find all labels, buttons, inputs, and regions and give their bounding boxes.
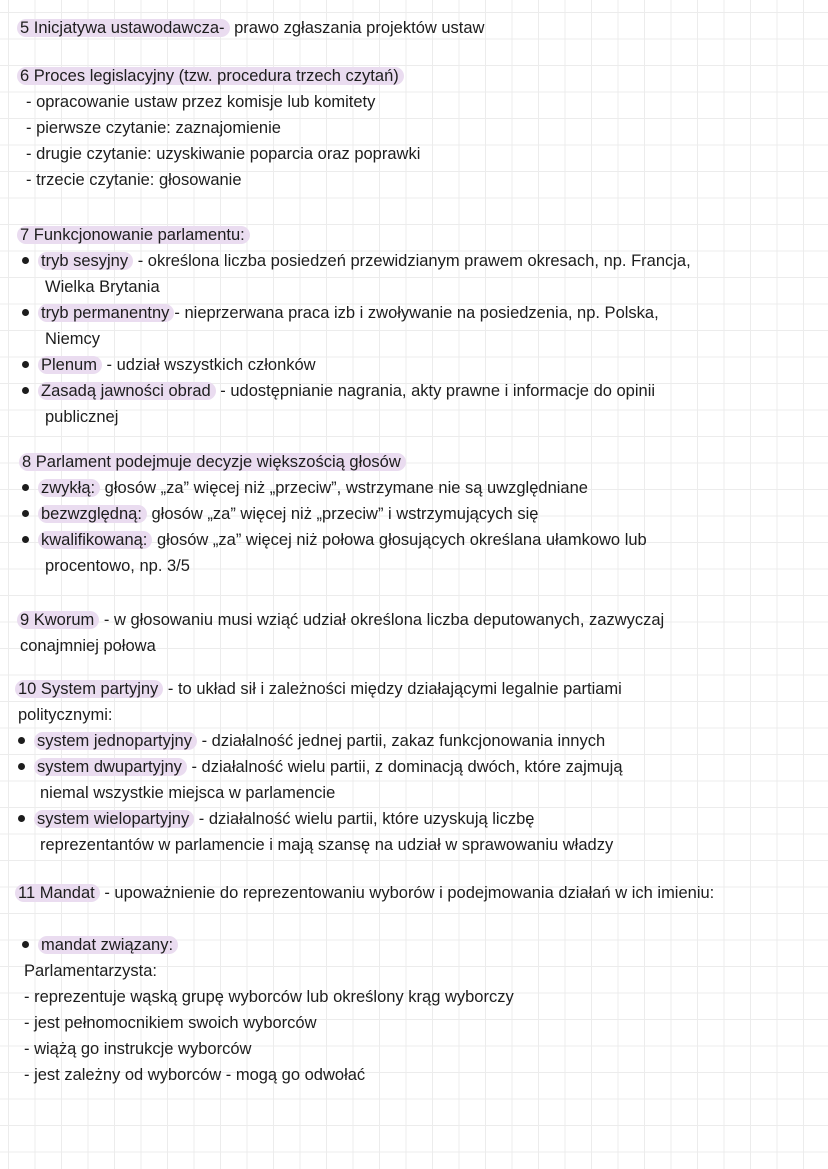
bullet-icon [22,387,29,394]
note-line [22,250,691,272]
section-heading [18,882,714,904]
line-text: Niemcy [45,330,101,348]
highlighted-term: mandat związany: [38,936,178,954]
line-text: - w głosowaniu musi wziąć udział określona liczba deputowanych, zazwyczaj [99,611,665,629]
highlighted-term: tryb permanentny [38,304,174,322]
note-line [24,960,157,982]
line-text: - jest zależny od wyborców - mogą go odwołać [24,1066,366,1084]
note-line [40,782,335,804]
line-text: - działalność jednej partii, zakaz funkcjonowania innych [197,732,606,750]
bullet-icon [18,737,25,744]
note-line [22,302,659,324]
note-line [18,704,112,726]
line-text: głosów „za” więcej niż połowa głosujących określana ułamkowo lub [152,531,647,549]
note-line [18,756,623,778]
bullet-icon [22,536,29,543]
bullet-icon [22,484,29,491]
highlighted-term: 6 Proces legislacyjny (tzw. procedura trzech czytań) [17,67,404,85]
note-line [26,143,420,165]
highlighted-term: system jednopartyjny [34,732,197,750]
note-line [18,808,534,830]
highlighted-term: 9 Kworum [17,611,99,629]
highlighted-term: tryb sesyjny [38,252,133,270]
highlighted-term: 8 Parlament podejmuje decyzje większością głosów [19,453,406,471]
note-line [20,635,156,657]
line-text: - udostępnianie nagrania, akty prawne i informacje do opinii [215,382,656,400]
note-line [24,986,514,1008]
highlighted-term: bezwzględną: [38,505,147,523]
line-text: - pierwsze czytanie: zaznajomienie [26,119,281,137]
section-heading [20,65,404,87]
line-text: - określona liczba posiedzeń przewidzianym prawem okresach, np. Francja, [133,252,691,270]
highlighted-term: kwalifikowaną: [38,531,152,549]
bullet-icon [22,309,29,316]
note-line [45,328,100,350]
note-line [18,730,605,752]
note-line [24,1038,251,1060]
note-line [24,1012,317,1034]
note-line [22,529,647,551]
note-line [45,276,160,298]
bullet-icon [22,941,29,948]
bullet-icon [18,763,25,770]
line-text: prawo zgłaszania projektów ustaw [229,19,485,37]
line-text: - drugie czytanie: uzyskiwanie poparcia oraz poprawki [26,145,421,163]
note-line [24,1064,365,1086]
note-line [22,934,178,956]
line-text: - opracowanie ustaw przez komisje lub komitety [26,93,376,111]
note-line [26,117,281,139]
bullet-icon [22,361,29,368]
highlighted-term: 11 Mandat [15,884,100,902]
highlighted-term: system wielopartyjny [34,810,194,828]
note-line [40,834,613,856]
highlighted-term: Plenum [38,356,102,374]
line-text: Wielka Brytania [45,278,160,296]
note-line [22,503,538,525]
line-text: niemal wszystkie miejsca w parlamencie [40,784,336,802]
line-text: - wiążą go instrukcje wyborców [24,1040,252,1058]
line-text: procentowo, np. 3/5 [45,557,190,575]
line-text: conajmniej połowa [20,637,156,655]
highlighted-term: Zasadą jawności obrad [38,382,216,400]
line-text: - reprezentuje wąską grupę wyborców lub określony krąg wyborczy [24,988,514,1006]
line-text: - trzecie czytanie: głosowanie [26,171,242,189]
line-text: reprezentantów w parlamencie i mają szansę na udział w sprawowaniu władzy [40,836,614,854]
line-text: głosów „za” więcej niż „przeciw”, wstrzymane nie są uwzględniane [100,479,588,497]
highlighted-term: zwykłą: [38,479,100,497]
line-text: publicznej [45,408,119,426]
line-text: - nieprzerwana praca izb i zwoływanie na posiedzenia, np. Polska, [174,304,659,322]
section-heading [20,224,250,246]
note-line [45,406,118,428]
line-text: - działalność wielu partii, które uzyskują liczbę [194,810,535,828]
section-heading [20,609,664,631]
section-heading [22,451,406,473]
highlighted-term: 7 Funkcjonowanie parlamentu: [17,226,250,244]
bullet-icon [22,257,29,264]
bullet-icon [18,815,25,822]
line-text: - upoważnienie do reprezentowaniu wyborów i podejmowania działań w ich imieniu: [99,884,715,902]
bullet-icon [22,510,29,517]
note-line [45,555,190,577]
highlighted-term: 10 System partyjny [15,680,163,698]
note-line [26,91,375,113]
note-line [22,477,588,499]
line-text: - działalność wielu partii, z dominacją dwóch, które zajmują [186,758,623,776]
note-line [26,169,242,191]
note-line [22,380,655,402]
line-text: - udział wszystkich członków [101,356,316,374]
line-text: politycznymi: [18,706,113,724]
highlighted-term: system dwupartyjny [34,758,187,776]
line-text: Parlamentarzysta: [24,962,157,980]
line-text: - to układ sił i zależności między działającymi legalnie partiami [163,680,622,698]
highlighted-term: 5 Inicjatywa ustawodawcza- [17,19,230,37]
section-heading [20,17,484,39]
line-text: głosów „za” więcej niż „przeciw” i wstrzymujących się [146,505,539,523]
note-line [22,354,316,376]
section-heading [18,678,622,700]
line-text: - jest pełnomocnikiem swoich wyborców [24,1014,317,1032]
